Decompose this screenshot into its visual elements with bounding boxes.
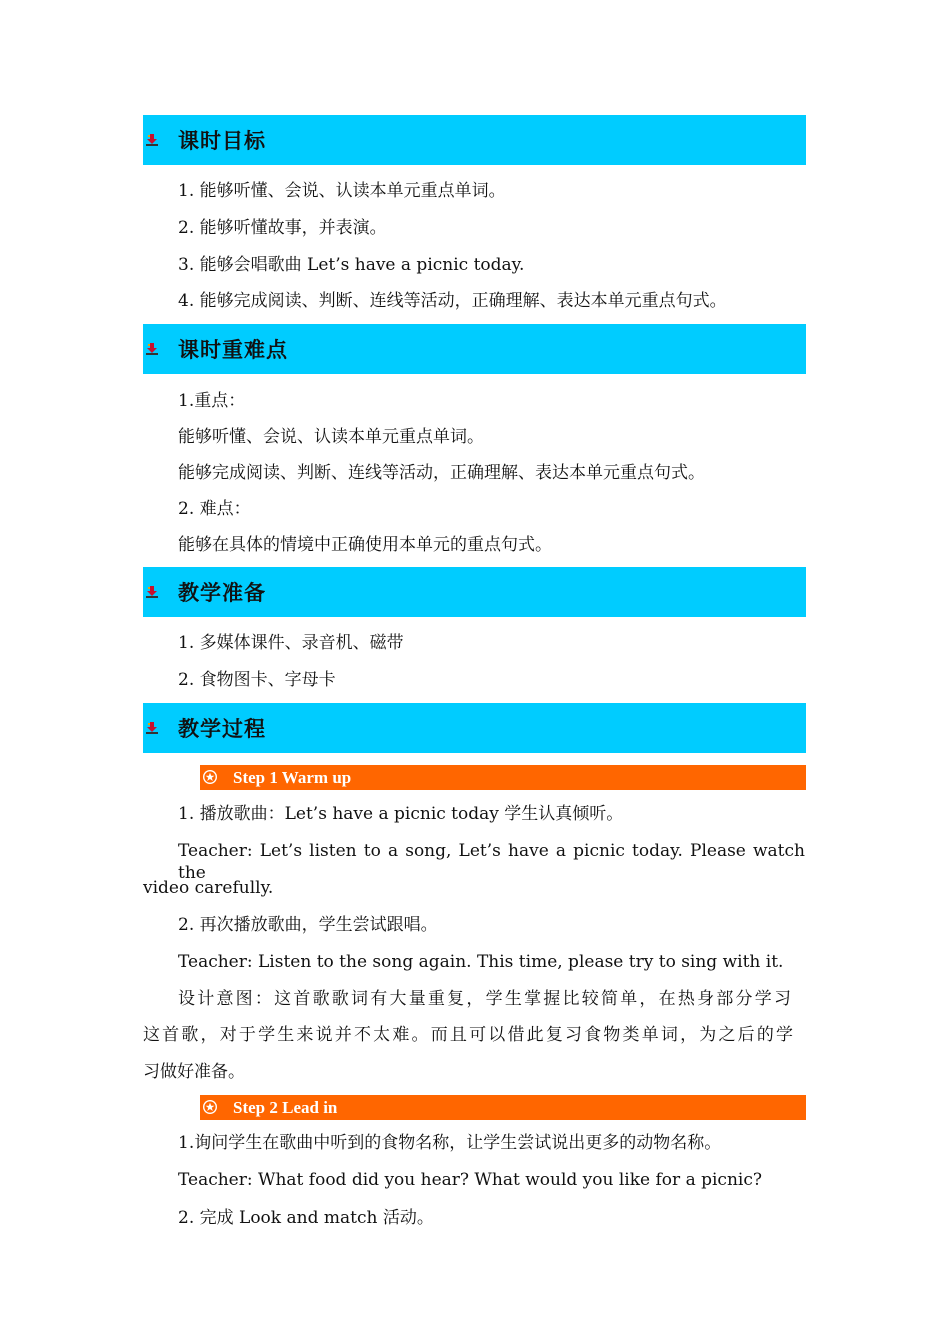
section-header-preparation <box>143 567 806 617</box>
star-circle-icon <box>202 1099 218 1115</box>
arrow-down-bar-icon <box>145 133 159 147</box>
step-header-lead-in <box>200 1095 806 1120</box>
text-line: 这首歌，对于学生来说并不太难。而且可以借此复习食物类单词，为之后的学 <box>143 1025 793 1045</box>
section-title: 课时目标 <box>178 129 266 153</box>
step-title: Step 2 Lead in <box>233 1097 338 1117</box>
step-title: Step 1 Warm up <box>233 767 352 787</box>
section-title: 课时重难点 <box>178 338 288 362</box>
text-line: 1. 播放歌曲：Let’s have a picnic today 学生认真倾听。 <box>178 804 624 824</box>
section-header-key-points <box>143 324 806 374</box>
text-line: 2. 难点： <box>178 499 251 519</box>
text-line: Teacher: What food did you hear? What would you like for a picnic? <box>178 1170 762 1190</box>
text-line: 2. 完成 Look and match 活动。 <box>178 1208 434 1228</box>
text-line: 习做好准备。 <box>143 1062 245 1082</box>
text-line: 1.询问学生在歌曲中听到的食物名称，让学生尝试说出更多的动物名称。 <box>178 1133 722 1153</box>
text-line: 4. 能够完成阅读、判断、连线等活动，正确理解、表达本单元重点句式。 <box>178 291 727 311</box>
star-circle-icon <box>202 769 218 785</box>
step-header-warm-up <box>200 765 806 790</box>
section-header-process <box>143 703 806 753</box>
text-line: 1.重点： <box>178 391 246 411</box>
text-line: Teacher: Let’s listen to a song, Let’s have a picnic today. Please watch the <box>178 841 805 883</box>
text-line: 能够听懂、会说、认读本单元重点单词。 <box>178 427 484 447</box>
text-line: Teacher: Listen to the song again. This time, please try to sing with it. <box>178 952 784 972</box>
arrow-down-bar-icon <box>145 342 159 356</box>
arrow-down-bar-icon <box>145 721 159 735</box>
text-line: 设计意图：这首歌歌词有大量重复，学生掌握比较简单，在热身部分学习 <box>178 989 791 1009</box>
text-line: 2. 再次播放歌曲，学生尝试跟唱。 <box>178 915 438 935</box>
arrow-down-bar-icon <box>145 585 159 599</box>
text-line: video carefully. <box>143 878 274 898</box>
text-line: 3. 能够会唱歌曲 Let’s have a picnic today. <box>178 255 525 275</box>
text-line: 能够完成阅读、判断、连线等活动，正确理解、表达本单元重点句式。 <box>178 463 705 483</box>
text-line: 2. 能够听懂故事，并表演。 <box>178 218 387 238</box>
section-title: 教学过程 <box>178 717 266 741</box>
section-header-objectives <box>143 115 806 165</box>
text-line: 2. 食物图卡、字母卡 <box>178 670 336 690</box>
text-line: 1. 能够听懂、会说、认读本单元重点单词。 <box>178 181 506 201</box>
section-title: 教学准备 <box>178 581 266 605</box>
text-line: 1. 多媒体课件、录音机、磁带 <box>178 633 404 653</box>
text-line: 能够在具体的情境中正确使用本单元的重点句式。 <box>178 535 552 555</box>
